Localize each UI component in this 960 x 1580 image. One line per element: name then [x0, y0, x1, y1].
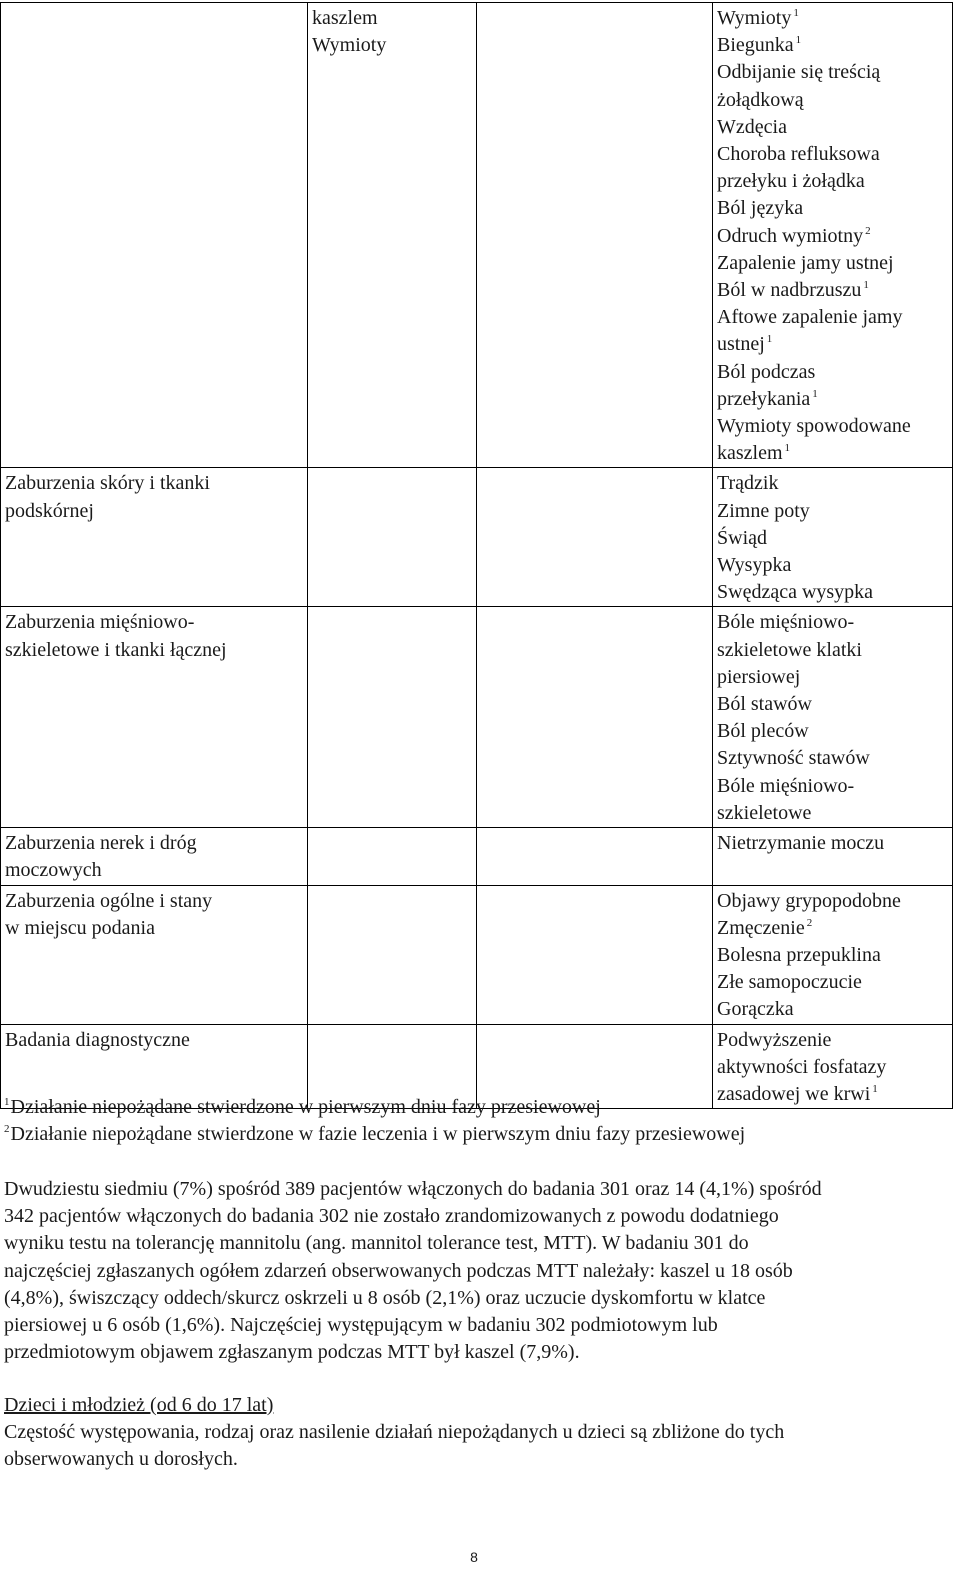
- frequency-cell: [308, 468, 477, 607]
- reaction-item: [717, 1027, 948, 1054]
- reaction-cell: [713, 885, 953, 1024]
- organ-class-cell: [1, 607, 308, 828]
- frequency-cell: [308, 828, 477, 885]
- reaction-text: Gorączka: [717, 998, 794, 1021]
- reaction-item: [717, 888, 948, 915]
- paragraph-line: piersiowej u 6 osób (1,6%). Najczęściej występującym w badaniu 302 podmiotowym lub: [4, 1314, 718, 1337]
- reaction-cell: [713, 1024, 953, 1109]
- frequency-cell: [308, 885, 477, 1024]
- footnote-marker: 2: [4, 1123, 10, 1136]
- reaction-text: Wysypka: [717, 554, 792, 577]
- reaction-text: zasadowej we krwi: [717, 1082, 871, 1105]
- frequency-cell: [477, 828, 713, 885]
- reaction-text: Aftowe zapalenie jamy: [717, 306, 903, 329]
- page-number: 8: [470, 1549, 478, 1565]
- organ-class-text: Badania diagnostyczne: [5, 1028, 190, 1051]
- reaction-text: Zimne poty: [717, 499, 810, 522]
- footnote-marker: 1: [812, 387, 818, 400]
- reaction-cell: [713, 468, 953, 607]
- reaction-text: Złe samopoczucie: [717, 971, 862, 994]
- reaction-text: Sztywność stawów: [717, 747, 870, 770]
- reaction-text: Zapalenie jamy ustnej: [717, 251, 894, 274]
- reaction-text: piersiowej: [717, 665, 801, 688]
- reaction-item: [717, 250, 948, 277]
- section-heading: Dzieci i młodzież (od 6 do 17 lat): [4, 1394, 274, 1416]
- reaction-text: Choroba refluksowa: [717, 143, 880, 166]
- reaction-item: [717, 996, 948, 1023]
- reaction-text: szkieletowe klatki: [717, 638, 862, 661]
- reaction-text: Bóle mięśniowo-: [717, 611, 855, 634]
- reaction-item: [717, 277, 948, 304]
- reaction-item: [717, 440, 948, 467]
- reaction-item: [717, 718, 948, 745]
- reaction-text: Bolesna przepuklina: [717, 943, 881, 966]
- organ-class-text: Zaburzenia ogólne i stany: [5, 889, 213, 912]
- reaction-item: [717, 168, 948, 195]
- reaction-item: [717, 525, 948, 552]
- reaction-text: Zmęczenie: [717, 916, 805, 939]
- frequency-cell: [477, 607, 713, 828]
- paragraph-line: 342 pacjentów włączonych do badania 302 nie zostało zrandomizowanych z powodu dodatniego: [4, 1205, 779, 1228]
- reaction-text: aktywności fosfatazy: [717, 1055, 887, 1078]
- reaction-text: Wzdęcia: [717, 115, 787, 138]
- reaction-item: [717, 745, 948, 772]
- frequency-cell: [477, 885, 713, 1024]
- paragraph-line: najczęściej zgłaszanych ogółem zdarzeń obserwowanych podczas MTT należały: kaszel u 18 osób: [4, 1259, 793, 1282]
- table-row: [1, 885, 953, 1024]
- footnote-1: [4, 1094, 745, 1121]
- reaction-item: [717, 223, 948, 250]
- footnote-marker: 1: [872, 1082, 878, 1095]
- footnote-marker: 1: [766, 333, 773, 346]
- adverse-reactions-table: [0, 2, 953, 1109]
- reaction-item: [717, 59, 948, 86]
- frequency-cell: [477, 3, 713, 468]
- reaction-text: Ból stawów: [717, 693, 812, 716]
- reaction-text: Objawy grypopodobne: [717, 889, 901, 912]
- reaction-text: Odruch wymiotny: [717, 224, 864, 247]
- paragraph-line: przedmiotowym objawem zgłaszanym podczas MTT był kaszel (7,9%).: [4, 1341, 580, 1364]
- reaction-text: Wymioty spowodowane: [717, 415, 911, 438]
- frequency-cell: [477, 468, 713, 607]
- reaction-text: Trądzik: [717, 472, 779, 495]
- organ-class-text: Zaburzenia skóry i tkanki: [5, 472, 210, 495]
- footnote-marker: 2: [865, 224, 871, 237]
- reaction-item: [717, 915, 948, 942]
- reaction-text: Świąd: [717, 526, 767, 549]
- frequency-cell: [308, 607, 477, 828]
- reaction-item: [717, 609, 948, 636]
- paragraph-line: obserwowanych u dorosłych.: [4, 1448, 238, 1471]
- footnote-text: Działanie niepożądane stwierdzone w fazie leczenia i w pierwszym dniu fazy przesiewowej: [10, 1123, 746, 1146]
- footnote-marker: 1: [784, 442, 791, 455]
- footnote-marker: 1: [863, 279, 869, 292]
- section-paragraph: [4, 1419, 956, 1473]
- reaction-item: [717, 1054, 948, 1081]
- paragraph-line: Dwudziestu siedmiu (7%) spośród 389 pacjentów włączonych do badania 301 oraz 14 (4,1%) spośród: [4, 1178, 822, 1200]
- table-row: [1, 828, 953, 885]
- organ-class-cell: [1, 468, 308, 607]
- reaction-text: przełyku i żołądka: [717, 170, 865, 193]
- reaction-item: [717, 498, 948, 525]
- reaction-item: [717, 195, 948, 222]
- reaction-item: [717, 830, 948, 857]
- reaction-item: [717, 942, 948, 969]
- reaction-text: Ból podczas: [717, 360, 816, 383]
- reaction-item: [717, 691, 948, 718]
- reaction-item: [717, 5, 948, 32]
- reaction-item: [717, 773, 948, 800]
- reaction-item: [717, 552, 948, 579]
- reaction-item: [717, 637, 948, 664]
- reaction-text: żołądkową: [717, 88, 804, 111]
- reaction-item: [717, 579, 948, 606]
- reaction-item: [717, 664, 948, 691]
- reaction-text: Odbijanie się treścią: [717, 61, 881, 84]
- frequency-text: Wymioty: [312, 34, 387, 57]
- reaction-item: [717, 304, 948, 331]
- footnote-text: Działanie niepożądane stwierdzone w pierwszym dniu fazy przesiewowej: [10, 1096, 601, 1118]
- paragraph-line: Częstość występowania, rodzaj oraz nasilenie działań niepożądanych u dzieci są zbliżone do tych: [4, 1421, 785, 1443]
- reaction-text: Ból języka: [717, 197, 804, 220]
- reaction-cell: [713, 607, 953, 828]
- reaction-text: Podwyższenie: [717, 1028, 832, 1051]
- reaction-text: Bóle mięśniowo-: [717, 774, 855, 797]
- reaction-item: [717, 359, 948, 386]
- reaction-text: Swędząca wysypka: [717, 581, 874, 604]
- table-row: [1, 607, 953, 828]
- footnote-2: [4, 1121, 745, 1148]
- reaction-item: [717, 87, 948, 114]
- organ-class-text: Zaburzenia nerek i dróg: [5, 832, 197, 855]
- reaction-item: [717, 969, 948, 996]
- reaction-item: [717, 470, 948, 497]
- paragraph-line: wyniku testu na tolerancję mannitolu (ang. mannitol tolerance test, MTT). W badaniu 301 do: [4, 1232, 749, 1255]
- footnote-marker: 1: [795, 34, 802, 47]
- reaction-text: Ból w nadbrzuszu: [717, 279, 862, 302]
- reaction-text: Nietrzymanie moczu: [717, 832, 885, 855]
- reaction-item: [717, 1081, 948, 1108]
- frequency-text: kaszlem: [312, 7, 378, 29]
- table-row: [1, 3, 953, 468]
- organ-class-text: Zaburzenia mięśniowo-: [5, 611, 195, 634]
- reaction-cell: [713, 828, 953, 885]
- frequency-cell: [308, 3, 477, 468]
- reaction-item: [717, 331, 948, 358]
- reaction-text: przełykania: [717, 387, 811, 410]
- organ-class-cell: [1, 828, 308, 885]
- organ-class-text: podskórnej: [5, 499, 94, 522]
- footnote-marker: 1: [793, 7, 799, 19]
- table-row: [1, 468, 953, 607]
- reaction-cell: [713, 3, 953, 468]
- organ-class-cell: [1, 885, 308, 1024]
- organ-class-cell: [1, 3, 308, 468]
- paragraph-line: (4,8%), świszczący oddech/skurcz oskrzeli u 8 osób (2,1%) oraz uczucie dyskomfortu w klatce: [4, 1286, 766, 1309]
- reaction-item: [717, 32, 948, 59]
- reaction-item: [717, 413, 948, 440]
- footnote-marker: 1: [4, 1096, 10, 1108]
- reaction-text: kaszlem: [717, 442, 783, 465]
- mtt-paragraph: [4, 1176, 956, 1366]
- reaction-text: Wymioty: [717, 7, 792, 29]
- reaction-item: [717, 114, 948, 141]
- footnotes: [4, 1094, 745, 1148]
- reaction-item: [717, 386, 948, 413]
- reaction-text: Ból pleców: [717, 720, 809, 743]
- reaction-item: [717, 141, 948, 168]
- reaction-text: szkieletowe: [717, 801, 812, 824]
- organ-class-text: moczowych: [5, 859, 102, 882]
- footnote-marker: 2: [806, 916, 813, 929]
- reaction-item: [717, 800, 948, 827]
- organ-class-text: szkieletowe i tkanki łącznej: [5, 638, 227, 661]
- reaction-text: ustnej: [717, 333, 765, 356]
- table-body: [1, 3, 953, 1109]
- organ-class-text: w miejscu podania: [5, 916, 155, 939]
- reaction-text: Biegunka: [717, 34, 794, 57]
